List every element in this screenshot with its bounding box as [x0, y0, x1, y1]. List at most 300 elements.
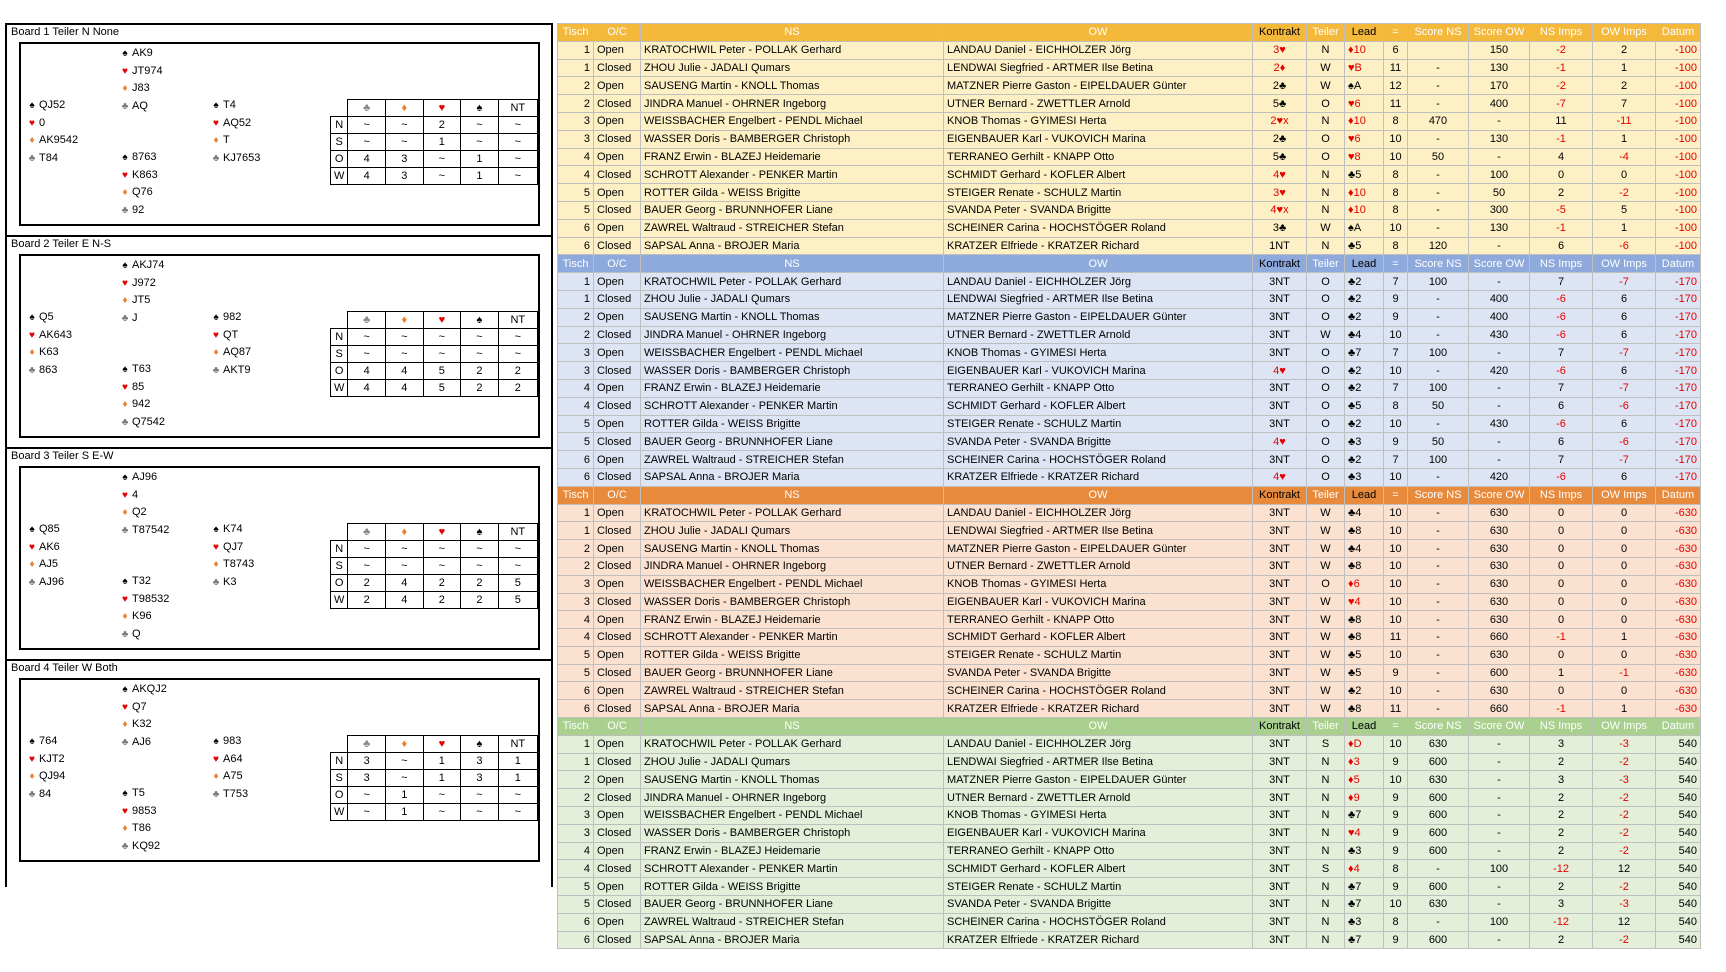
spade-icon: ♠: [122, 576, 128, 587]
cell-datum: -100: [1656, 41, 1701, 59]
cell-score-ow: 130: [1469, 219, 1530, 237]
cell-ns-pair: SAPSAL Anna - BROJER Maria: [641, 468, 944, 486]
cell-lead: ♥B: [1345, 59, 1384, 77]
cell-ns-imps: 2: [1530, 753, 1593, 771]
table-row: [558, 913, 1701, 931]
trick-count-cell: 1: [498, 770, 537, 787]
trick-seat-label: N: [331, 117, 348, 134]
cell-score-ns: [1408, 41, 1469, 59]
cell-ns-pair: FRANZ Erwin - BLAZEJ Heidemarie: [641, 842, 944, 860]
spade-icon: ♠: [122, 364, 128, 375]
cell-contract: 2♣: [1253, 130, 1307, 148]
cell-tisch: 4: [558, 166, 594, 184]
cell-ns-pair: KRATOCHWIL Peter - POLLAK Gerhard: [641, 41, 944, 59]
trick-header-cell: ♥: [423, 736, 461, 753]
hand-east: [209, 97, 260, 167]
cell-datum: -170: [1656, 433, 1701, 451]
trick-count-cell: ~: [461, 117, 499, 134]
cell-tisch: 3: [558, 112, 594, 130]
cell-dealer: O: [1307, 379, 1345, 397]
cell-oc: Closed: [594, 664, 641, 682]
cell-ow-pair: LANDAU Daniel - EICHHOLZER Jörg: [944, 41, 1253, 59]
cards: QJ7: [223, 540, 244, 553]
header-ns-imps: NS Imps: [1530, 255, 1593, 273]
trick-header-cell: NT: [498, 736, 537, 753]
table-row: [558, 931, 1701, 949]
table-row: [558, 878, 1701, 896]
cell-tisch: 2: [558, 326, 594, 344]
table-row: [558, 451, 1701, 469]
cell-contract: 3NT: [1253, 878, 1307, 896]
cell-score-ns: -: [1408, 130, 1469, 148]
trick-seat-label: W: [331, 168, 348, 185]
trick-seat-label: S: [331, 770, 348, 787]
cell-ow-imps: -3: [1593, 896, 1656, 914]
cell-score-ns: -: [1408, 913, 1469, 931]
cell-contract: 3NT: [1253, 753, 1307, 771]
trick-count-cell: 4: [348, 151, 386, 168]
cell-dealer: N: [1307, 896, 1345, 914]
cell-tisch: 6: [558, 700, 594, 718]
cell-tricks: 10: [1384, 148, 1408, 166]
cell-lead: ♣5: [1345, 664, 1384, 682]
cell-tricks: 7: [1384, 273, 1408, 291]
cell-dealer: S: [1307, 735, 1345, 753]
cards: J: [132, 311, 138, 324]
cell-ow-imps: 1: [1593, 59, 1656, 77]
header-score-ns: Score NS: [1408, 718, 1469, 736]
table-row: [558, 611, 1701, 629]
cell-ns-pair: BAUER Georg - BRUNNHOFER Liane: [641, 664, 944, 682]
cell-contract: 3NT: [1253, 824, 1307, 842]
cell-score-ow: 170: [1469, 77, 1530, 95]
trick-count-cell: 1: [423, 753, 461, 770]
cell-ow-pair: LENDWAI Siegfried - ARTMER Ilse Betina: [944, 522, 1253, 540]
cell-ns-imps: -6: [1530, 362, 1593, 380]
cell-ns-pair: FRANZ Erwin - BLAZEJ Heidemarie: [641, 611, 944, 629]
cell-ns-imps: -6: [1530, 326, 1593, 344]
cards: Q7: [132, 700, 147, 713]
trick-count-cell: 2: [348, 575, 386, 592]
board-title: Board 1 Teiler N None: [11, 26, 120, 38]
cell-contract: 3♥: [1253, 184, 1307, 202]
cell-oc: Open: [594, 575, 641, 593]
cell-tricks: 10: [1384, 896, 1408, 914]
table-row: [558, 664, 1701, 682]
heart-icon: ♥: [213, 541, 219, 553]
cards: 983: [223, 735, 242, 747]
cards: AKJ74: [132, 259, 165, 271]
header-tisch: Tisch: [558, 718, 594, 736]
cell-ow-imps: -7: [1593, 379, 1656, 397]
cell-lead: ♣5: [1345, 646, 1384, 664]
cell-oc: Open: [594, 415, 641, 433]
cell-tisch: 6: [558, 931, 594, 949]
cell-contract: 3NT: [1253, 415, 1307, 433]
club-icon: ♣: [121, 628, 129, 640]
header-oc: O/C: [594, 718, 641, 736]
table-row: [558, 557, 1701, 575]
hand-west-spade: [25, 309, 72, 327]
cell-dealer: N: [1307, 753, 1345, 771]
cell-ow-pair: KRATZER Elfriede - KRATZER Richard: [944, 931, 1253, 949]
cell-score-ow: -: [1469, 344, 1530, 362]
cell-dealer: W: [1307, 593, 1345, 611]
cell-ns-imps: -5: [1530, 201, 1593, 219]
cell-dealer: N: [1307, 112, 1345, 130]
trick-count-cell: 4: [348, 363, 386, 380]
cell-tisch: 5: [558, 415, 594, 433]
cell-ns-imps: 0: [1530, 522, 1593, 540]
cell-ow-pair: EIGENBAUER Karl - VUKOVICH Marina: [944, 824, 1253, 842]
cell-tisch: 3: [558, 824, 594, 842]
cell-tricks: 9: [1384, 664, 1408, 682]
cell-ow-imps: 0: [1593, 611, 1656, 629]
cell-ow-pair: SVANDA Peter - SVANDA Brigitte: [944, 201, 1253, 219]
cell-score-ns: 600: [1408, 878, 1469, 896]
cell-tricks: 8: [1384, 860, 1408, 878]
trick-count-cell: 4: [348, 380, 386, 397]
cell-datum: -100: [1656, 237, 1701, 255]
cell-ow-imps: 0: [1593, 593, 1656, 611]
cell-ow-imps: -2: [1593, 842, 1656, 860]
cell-score-ow: 630: [1469, 540, 1530, 558]
hand-west: [25, 309, 72, 379]
cell-contract: 3NT: [1253, 575, 1307, 593]
cell-tricks: 8: [1384, 112, 1408, 130]
cell-score-ow: -: [1469, 789, 1530, 807]
header-dealer: Teiler: [1307, 718, 1345, 736]
header-score-ns: Score NS: [1408, 24, 1469, 42]
board-title: Board 4 Teiler W Both: [11, 662, 118, 674]
table-row: [558, 789, 1701, 807]
cell-score-ow: 100: [1469, 166, 1530, 184]
header-ow-imps: OW Imps: [1593, 24, 1656, 42]
cell-datum: 540: [1656, 789, 1701, 807]
cell-tricks: 8: [1384, 184, 1408, 202]
makeable-contracts-table: [330, 99, 538, 185]
cell-score-ns: 600: [1408, 789, 1469, 807]
cell-ns-pair: JINDRA Manuel - OHRNER Ingeborg: [641, 789, 944, 807]
hand-north: [118, 681, 167, 751]
cell-contract: 3♥: [1253, 41, 1307, 59]
club-icon: ♣: [121, 524, 129, 536]
cell-tisch: 1: [558, 273, 594, 291]
table-row: [558, 237, 1701, 255]
cell-oc: Open: [594, 308, 641, 326]
cards: AJ96: [132, 471, 158, 483]
table-row: [558, 468, 1701, 486]
cell-ow-imps: -6: [1593, 433, 1656, 451]
cell-ow-pair: SCHEINER Carina - HOCHSTÖGER Roland: [944, 219, 1253, 237]
trick-seat-label: O: [331, 363, 348, 380]
cards: K863: [132, 168, 158, 181]
heart-icon: ♥: [213, 753, 219, 765]
cards: AK9542: [39, 134, 79, 146]
cell-tricks: 9: [1384, 290, 1408, 308]
cell-ns-imps: 6: [1530, 237, 1593, 255]
club-icon: ♣: [28, 364, 36, 376]
cell-datum: -100: [1656, 219, 1701, 237]
trick-count-cell: 4: [386, 592, 424, 609]
cell-oc: Open: [594, 913, 641, 931]
results-header-row: [558, 24, 1701, 42]
table-row: [558, 593, 1701, 611]
cell-dealer: W: [1307, 504, 1345, 522]
diamond-icon: ♦: [213, 347, 219, 358]
trick-seat-label: N: [331, 753, 348, 770]
cell-lead: ♣2: [1345, 290, 1384, 308]
trick-count-cell: ~: [498, 329, 537, 346]
cell-tricks: 9: [1384, 824, 1408, 842]
table-row: [558, 326, 1701, 344]
makeable-contracts-table: [330, 311, 538, 397]
trick-count-cell: ~: [348, 787, 386, 804]
trick-count-cell: 3: [461, 753, 499, 770]
trick-count-cell: 1: [423, 134, 461, 151]
trick-count-cell: ~: [386, 329, 424, 346]
cell-contract: 3NT: [1253, 700, 1307, 718]
hand-south-spade: [118, 149, 158, 167]
cell-ns-imps: -1: [1530, 629, 1593, 647]
cell-score-ow: 630: [1469, 522, 1530, 540]
cards: K74: [223, 523, 243, 535]
cards: T: [223, 134, 230, 146]
cell-lead: ♣7: [1345, 807, 1384, 825]
cell-score-ns: -: [1408, 415, 1469, 433]
cell-score-ns: 600: [1408, 807, 1469, 825]
cell-tricks: 10: [1384, 646, 1408, 664]
cell-lead: ♥6: [1345, 130, 1384, 148]
cell-dealer: O: [1307, 575, 1345, 593]
cell-contract: 3NT: [1253, 379, 1307, 397]
cell-oc: Open: [594, 646, 641, 664]
cell-contract: 4♥x: [1253, 201, 1307, 219]
cell-contract: 5♣: [1253, 95, 1307, 113]
hand-north-spade: [118, 681, 167, 699]
spade-icon: ♠: [122, 260, 128, 271]
cell-tisch: 4: [558, 379, 594, 397]
cell-lead: ♣5: [1345, 237, 1384, 255]
cell-ns-pair: SAUSENG Martin - KNOLL Thomas: [641, 77, 944, 95]
cell-ow-imps: 1: [1593, 629, 1656, 647]
cell-dealer: O: [1307, 273, 1345, 291]
cell-score-ns: 470: [1408, 112, 1469, 130]
cell-ow-imps: 2: [1593, 77, 1656, 95]
cell-score-ns: -: [1408, 59, 1469, 77]
cell-tisch: 3: [558, 807, 594, 825]
trick-count-cell: 5: [423, 380, 461, 397]
hand-north-club: [118, 734, 167, 752]
cell-score-ns: -: [1408, 219, 1469, 237]
cell-datum: 540: [1656, 824, 1701, 842]
cell-dealer: N: [1307, 878, 1345, 896]
cell-datum: 540: [1656, 842, 1701, 860]
cell-datum: -630: [1656, 611, 1701, 629]
header-ns-pair: NS: [641, 486, 944, 504]
cell-tricks: 10: [1384, 468, 1408, 486]
header-tricks: =: [1384, 24, 1408, 42]
cell-contract: 2♥x: [1253, 112, 1307, 130]
cell-lead: ♣7: [1345, 878, 1384, 896]
cell-tricks: 9: [1384, 789, 1408, 807]
board-title: Board 2 Teiler E N-S: [11, 238, 112, 250]
cards: 764: [39, 735, 58, 747]
cell-ow-pair: SCHMIDT Gerhard - KOFLER Albert: [944, 629, 1253, 647]
cell-datum: -170: [1656, 379, 1701, 397]
cards: Q: [132, 627, 141, 640]
cell-tricks: 11: [1384, 95, 1408, 113]
cell-lead: ♣2: [1345, 379, 1384, 397]
cell-ow-imps: -7: [1593, 344, 1656, 362]
cell-score-ow: 400: [1469, 95, 1530, 113]
cards: Q7542: [132, 415, 166, 428]
cell-lead: ♦9: [1345, 789, 1384, 807]
cell-oc: Closed: [594, 95, 641, 113]
cell-lead: ♠A: [1345, 77, 1384, 95]
cell-ns-imps: -2: [1530, 77, 1593, 95]
cell-ns-pair: SCHROTT Alexander - PENKER Martin: [641, 166, 944, 184]
cell-ns-imps: 0: [1530, 593, 1593, 611]
cards: T84: [39, 151, 58, 164]
deal-box: [19, 678, 540, 862]
hand-east-heart: [209, 751, 248, 769]
cell-score-ow: 630: [1469, 593, 1530, 611]
cell-tricks: 7: [1384, 379, 1408, 397]
cell-oc: Closed: [594, 468, 641, 486]
table-row: [558, 842, 1701, 860]
cell-score-ow: 660: [1469, 700, 1530, 718]
table-row: [558, 824, 1701, 842]
heart-icon: ♥: [29, 117, 35, 129]
hand-north: [118, 45, 163, 115]
table-row: [558, 308, 1701, 326]
cell-ow-pair: UTNER Bernard - ZWETTLER Arnold: [944, 789, 1253, 807]
cell-ns-pair: ZHOU Julie - JADALI Qumars: [641, 290, 944, 308]
cell-score-ns: -: [1408, 77, 1469, 95]
cell-contract: 3NT: [1253, 611, 1307, 629]
cell-dealer: W: [1307, 629, 1345, 647]
cell-tisch: 4: [558, 611, 594, 629]
table-row: [558, 700, 1701, 718]
spade-icon: ♠: [122, 788, 128, 799]
board-panel: [5, 235, 555, 467]
hand-south-heart: [118, 379, 165, 397]
cell-score-ns: -: [1408, 540, 1469, 558]
hand-south-diamond: [118, 184, 158, 202]
cell-ns-pair: SAPSAL Anna - BROJER Maria: [641, 700, 944, 718]
cards: 0: [39, 116, 46, 129]
empty-cell: [331, 312, 348, 329]
cell-score-ns: 50: [1408, 148, 1469, 166]
hand-west-heart: [25, 539, 64, 557]
cards: Q5: [39, 311, 54, 323]
cell-score-ow: -: [1469, 451, 1530, 469]
club-icon: ♣: [121, 204, 129, 216]
cell-ow-pair: LANDAU Daniel - EICHHOLZER Jörg: [944, 735, 1253, 753]
trick-seat-label: O: [331, 151, 348, 168]
trick-seat-label: N: [331, 329, 348, 346]
cell-score-ns: 100: [1408, 344, 1469, 362]
club-icon: ♣: [212, 152, 220, 164]
cell-score-ow: 430: [1469, 415, 1530, 433]
hand-west-club: [25, 362, 72, 380]
cell-score-ow: -: [1469, 842, 1530, 860]
cell-score-ow: 100: [1469, 913, 1530, 931]
cell-tisch: 5: [558, 896, 594, 914]
cell-ns-pair: SCHROTT Alexander - PENKER Martin: [641, 860, 944, 878]
trick-count-cell: ~: [348, 541, 386, 558]
cell-lead: ♣7: [1345, 931, 1384, 949]
cell-contract: 3NT: [1253, 789, 1307, 807]
table-row: [558, 344, 1701, 362]
diamond-icon: ♦: [29, 347, 35, 358]
cell-oc: Open: [594, 41, 641, 59]
cell-tricks: 9: [1384, 878, 1408, 896]
cards: JT974: [132, 64, 163, 77]
cards: T87542: [132, 523, 170, 536]
cell-score-ow: -: [1469, 273, 1530, 291]
cell-score-ns: 630: [1408, 771, 1469, 789]
cell-ns-imps: 0: [1530, 682, 1593, 700]
cell-tisch: 2: [558, 789, 594, 807]
cell-ow-imps: -2: [1593, 931, 1656, 949]
trick-header-cell: ♠: [461, 312, 499, 329]
cell-tricks: 8: [1384, 166, 1408, 184]
hand-east-diamond: [209, 132, 260, 150]
trick-count-cell: ~: [461, 346, 499, 363]
trick-header-cell: ♠: [461, 100, 499, 117]
cell-tricks: 10: [1384, 522, 1408, 540]
spade-icon: ♠: [122, 472, 128, 483]
cell-ow-pair: LENDWAI Siegfried - ARTMER Ilse Betina: [944, 59, 1253, 77]
cell-contract: 3NT: [1253, 344, 1307, 362]
cards: J83: [132, 82, 150, 94]
cell-oc: Open: [594, 77, 641, 95]
trick-header-cell: ♣: [348, 312, 386, 329]
cell-tisch: 3: [558, 362, 594, 380]
cell-ow-imps: 6: [1593, 468, 1656, 486]
cell-ow-pair: STEIGER Renate - SCHULZ Martin: [944, 184, 1253, 202]
cards: K63: [39, 346, 59, 358]
cell-tisch: 1: [558, 735, 594, 753]
cell-score-ow: 420: [1469, 362, 1530, 380]
hand-east-spade: [209, 521, 254, 539]
cell-dealer: O: [1307, 415, 1345, 433]
spade-icon: ♠: [213, 312, 219, 323]
header-score-ow: Score OW: [1469, 24, 1530, 42]
cell-contract: 3NT: [1253, 842, 1307, 860]
cell-score-ns: -: [1408, 468, 1469, 486]
hand-west-heart: [25, 115, 78, 133]
cell-lead: ♣2: [1345, 682, 1384, 700]
trick-count-cell: 2: [498, 380, 537, 397]
club-icon: ♣: [212, 364, 220, 376]
cell-score-ow: -: [1469, 148, 1530, 166]
cell-datum: 540: [1656, 753, 1701, 771]
cell-ns-imps: 7: [1530, 344, 1593, 362]
cell-dealer: N: [1307, 842, 1345, 860]
cell-contract: 4♥: [1253, 166, 1307, 184]
trick-count-cell: ~: [423, 558, 461, 575]
cell-contract: 3NT: [1253, 664, 1307, 682]
cell-contract: 3NT: [1253, 451, 1307, 469]
cell-dealer: N: [1307, 824, 1345, 842]
cell-ns-imps: 11: [1530, 112, 1593, 130]
trick-header-cell: ♠: [461, 524, 499, 541]
cell-dealer: N: [1307, 913, 1345, 931]
board-title: Board 3 Teiler S E-W: [11, 450, 114, 462]
